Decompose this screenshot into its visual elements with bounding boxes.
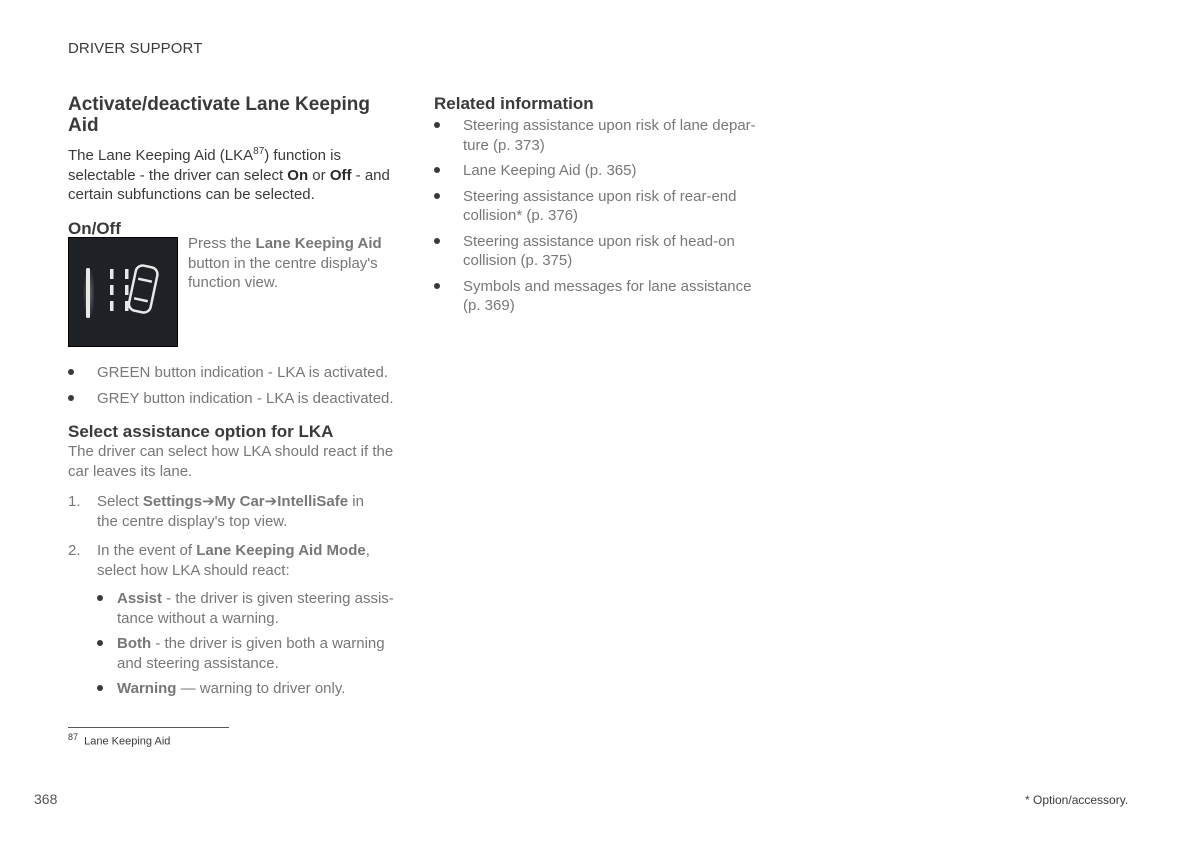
related-list — [434, 116, 774, 316]
select-text: The driver can select how LKA should react if the car leaves its lane. — [68, 443, 394, 480]
related-link[interactable]: Steering assistance upon risk of head-on collision (p. 375) — [434, 232, 774, 271]
icon-description: Press the Lane Keeping Aid button in the centre display's function view. — [188, 235, 382, 291]
footnote-divider — [68, 727, 229, 728]
related-info — [434, 94, 774, 316]
footnote: $^{87}$ Lane Keeping Aid — [68, 732, 171, 748]
page-title — [68, 94, 408, 136]
step-1: 1. Select Settings➔My Car➔IntelliSafe in the centre display's top view. — [68, 493, 364, 530]
list-item: GREEN button indication - LKA is activated. — [68, 363, 408, 383]
list-item: Assist - the driver is given steering assis- tance without a warning. — [97, 589, 407, 628]
page-number: 368 — [34, 791, 58, 807]
related-link[interactable]: Symbols and messages for lane assistance (p. 369) — [434, 277, 774, 316]
list-item: Warning — warning to driver only. — [97, 679, 407, 699]
title-line-2: Aid — [68, 115, 99, 136]
options-list — [97, 589, 407, 699]
lane-keeping-aid-icon — [68, 237, 178, 347]
intro-paragraph: The Lane Keeping Aid (LKA$^{87}$) function is selectable - the driver can select On or Off - and certain subfunctions can be selected. — [68, 146, 390, 203]
onoff-heading: On/Off — [68, 218, 121, 238]
select-section — [68, 422, 408, 481]
related-heading: Related information — [434, 94, 594, 113]
related-link[interactable]: Steering assistance upon risk of lane depar- ture (p. 373) — [434, 116, 774, 155]
related-link[interactable]: Steering assistance upon risk of rear-end collision* (p. 376) — [434, 187, 774, 226]
option-accessory-note: * Option/accessory. — [1025, 793, 1129, 807]
indication-list — [68, 363, 408, 408]
section-header: DRIVER SUPPORT — [68, 40, 203, 57]
select-heading: Select assistance option for LKA — [68, 422, 334, 441]
step-2: 2. In the event of Lane Keeping Aid Mode, select how LKA should react: — [68, 542, 370, 579]
title-line-1: Activate/deactivate Lane Keeping — [68, 94, 370, 115]
list-item: GREY button indication - LKA is deactivated. — [68, 389, 408, 409]
related-link[interactable]: Lane Keeping Aid (p. 365) — [434, 161, 774, 181]
list-item: Both - the driver is given both a warning and steering assistance. — [97, 634, 407, 673]
left-column — [68, 94, 408, 239]
